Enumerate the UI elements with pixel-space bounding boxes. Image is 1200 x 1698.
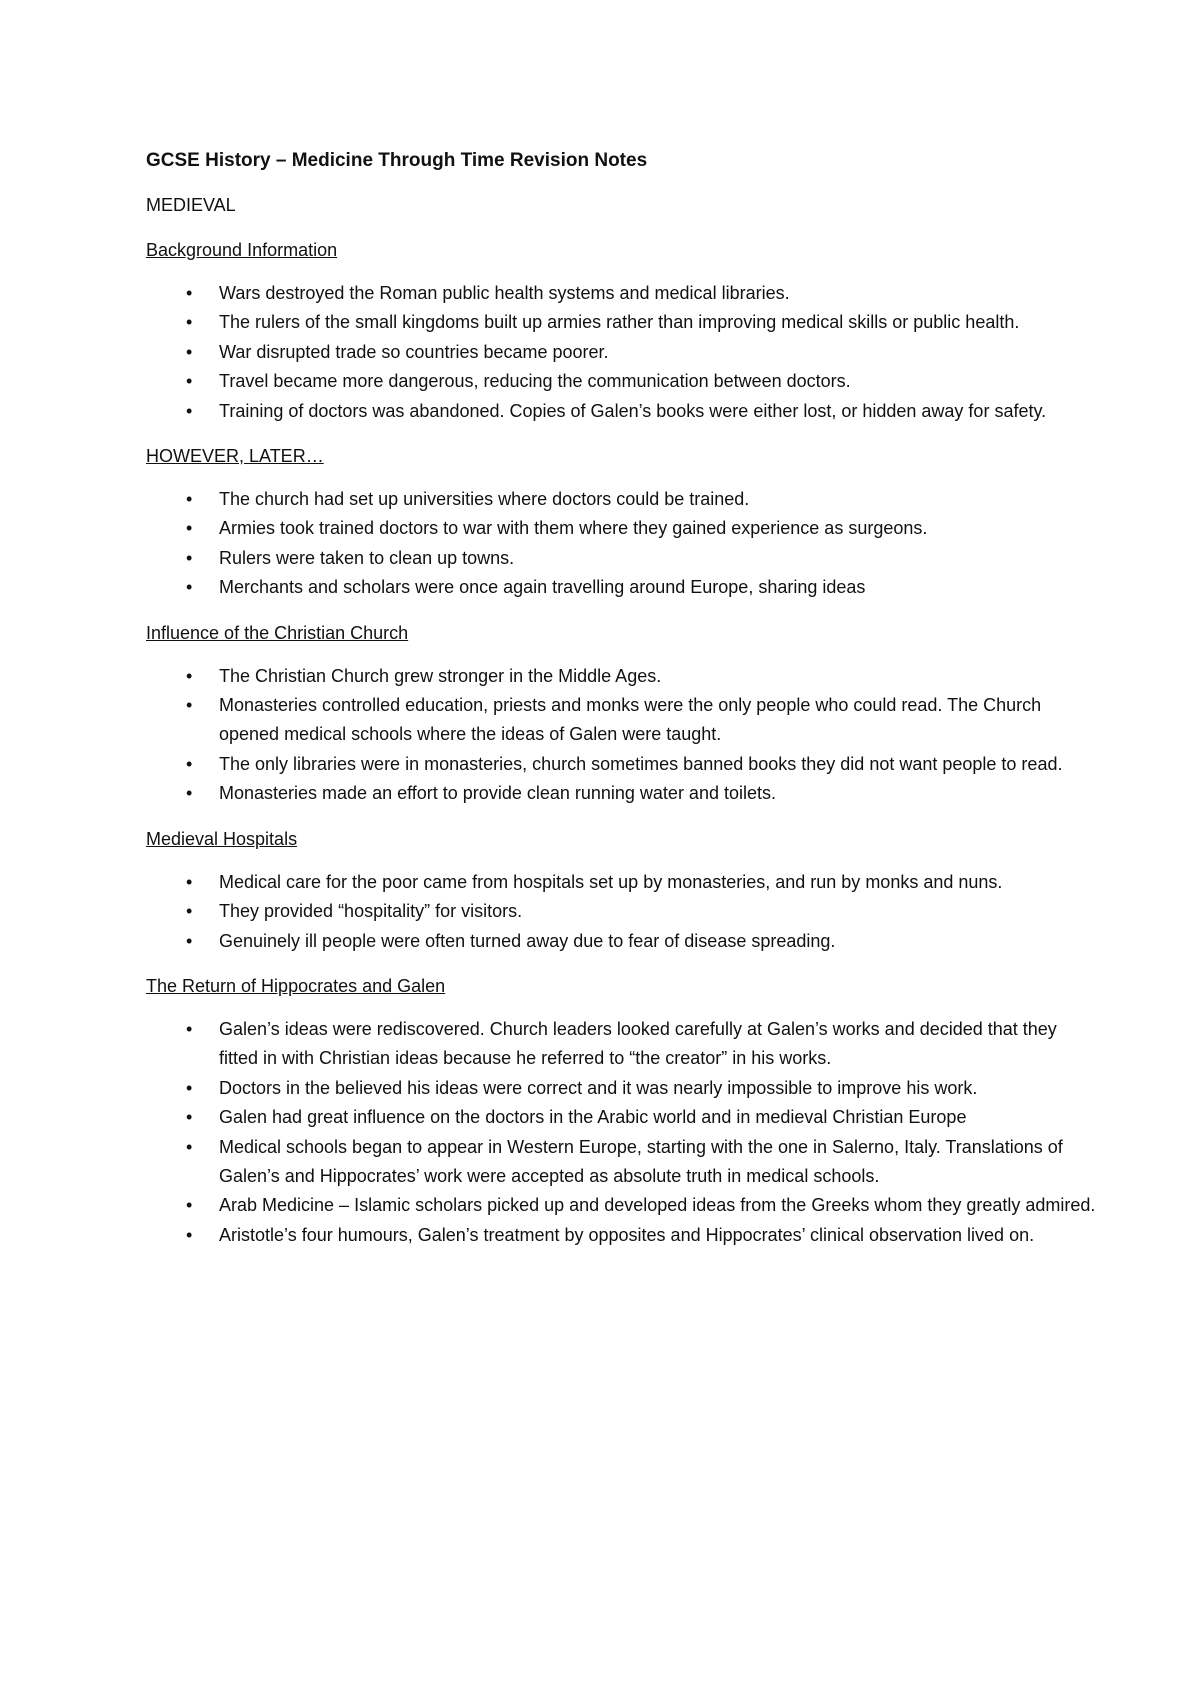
- bullet-list: [146, 1015, 1100, 1250]
- list-item: • Doctors in the believed his ideas were correct and it was nearly impossible to improve his work.: [146, 1074, 1100, 1103]
- list-item: • Training of doctors was abandoned. Copies of Galen’s books were either lost, or hidden away for safety.: [146, 397, 1100, 426]
- list-item: • Medical care for the poor came from hospitals set up by monasteries, and run by monks and nuns.: [146, 868, 1100, 897]
- list-item: • Wars destroyed the Roman public health systems and medical libraries.: [146, 279, 1100, 308]
- list-item: • They provided “hospitality” for visitors.: [146, 897, 1100, 926]
- section-medieval-hospitals: [146, 825, 1100, 956]
- section-return-of-hippocrates-galen: [146, 972, 1100, 1250]
- list-item: • Merchants and scholars were once again travelling around Europe, sharing ideas: [146, 573, 1100, 602]
- section-heading: The Return of Hippocrates and Galen: [146, 975, 446, 996]
- list-item: • Monasteries controlled education, priests and monks were the only people who could read. The Church opened medical schools where the ideas of Galen were taught.: [146, 691, 1100, 750]
- list-item: • The only libraries were in monasteries, church sometimes banned books they did not want people to read.: [146, 750, 1100, 779]
- list-item: • The rulers of the small kingdoms built up armies rather than improving medical skills or public health.: [146, 308, 1100, 337]
- section-however-later: [146, 442, 1100, 603]
- bullet-list: [146, 868, 1100, 956]
- section-heading: Background Information: [146, 240, 338, 260]
- bullet-list: [146, 485, 1100, 603]
- list-item: • The church had set up universities where doctors could be trained.: [146, 485, 1100, 514]
- section-background-information: [146, 236, 1100, 426]
- list-item: • Aristotle’s four humours, Galen’s treatment by opposites and Hippocrates’ clinical observation lived on.: [146, 1221, 1100, 1250]
- bullet-list: [146, 662, 1100, 809]
- list-item: • Monasteries made an effort to provide clean running water and toilets.: [146, 779, 1100, 808]
- period-label: MEDIEVAL: [146, 195, 236, 215]
- list-item: • Armies took trained doctors to war with them where they gained experience as surgeons.: [146, 514, 1100, 543]
- list-item: • Galen’s ideas were rediscovered. Church leaders looked carefully at Galen’s works and decided that they fitted in with Christian ideas because he referred to “the creator” in his works.: [146, 1015, 1100, 1074]
- section-influence-of-church: [146, 619, 1100, 809]
- list-item: • Medical schools began to appear in Western Europe, starting with the one in Salerno, Italy. Translations of Galen’s and Hippocrates’ work were accepted as absolute truth in medical schools.: [146, 1133, 1100, 1192]
- section-heading: Medieval Hospitals: [146, 828, 298, 849]
- list-item: • Genuinely ill people were often turned away due to fear of disease spreading.: [146, 927, 1100, 956]
- list-item: • The Christian Church grew stronger in the Middle Ages.: [146, 662, 1100, 691]
- bullet-list: [146, 279, 1100, 426]
- list-item: • Galen had great influence on the doctors in the Arabic world and in medieval Christian Europe: [146, 1103, 1100, 1132]
- document-title: GCSE History – Medicine Through Time Revision Notes: [146, 150, 648, 171]
- list-item: • Travel became more dangerous, reducing the communication between doctors.: [146, 367, 1100, 396]
- section-heading: Influence of the Christian Church: [146, 622, 409, 643]
- list-item: • Rulers were taken to clean up towns.: [146, 544, 1100, 573]
- list-item: • Arab Medicine – Islamic scholars picked up and developed ideas from the Greeks whom they greatly admired.: [146, 1191, 1100, 1220]
- list-item: • War disrupted trade so countries became poorer.: [146, 338, 1100, 367]
- section-heading: HOWEVER, LATER…: [146, 446, 324, 467]
